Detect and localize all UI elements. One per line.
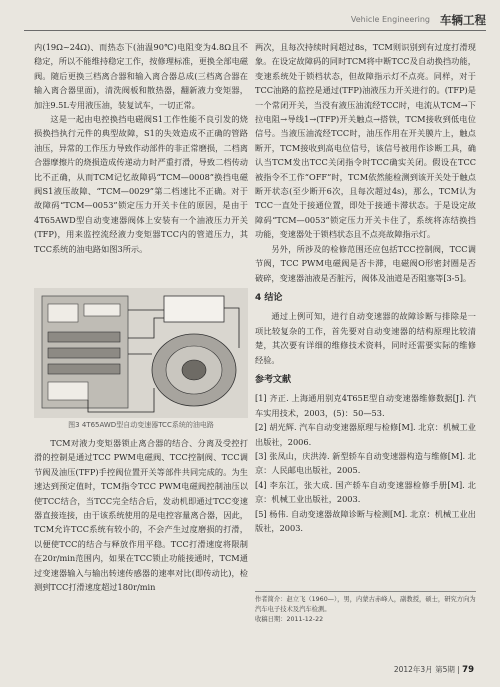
reference-item: [2] 胡光辉. 汽车自动变速器原理与检修[M]. 北京：机械工业出版社，2006.	[255, 422, 476, 447]
author-rule	[255, 591, 476, 592]
figure-caption: 图3 4T65AWD型自动变速器TCC系统的油电路	[68, 421, 214, 429]
reference-item: [5] 杨伟. 自动变速器故障诊断与检测[M]. 北京：机械工业出版社，2003.	[255, 508, 476, 533]
header-english-title: Vehicle Engineering	[350, 15, 430, 24]
page-number: 79	[462, 665, 474, 675]
reference-item: [4] 李东江，张大成. 国产轿车自动变速器检修手册[M]. 北京：机械工业出版社，2003.	[255, 479, 476, 505]
paragraph: TCM对液力变矩器锁止离合器的结合、分离及受控打滑的控制是通过TCC PWM电磁阀、TCC控制阀、TCC调节阀及油压(TFP)手控阀位置开关等部件共同完成的。为生速达到预定值时，TCM指令TCC PWM电磁阀控制油压以使TCC结合，当TCC完全结合后，发动机即通过TCC变速器直接连接，由于该系统使用的是电控容量离合器，因此，TCM允许TCC系统有较小的，不会产生过度磨损的打滑，以便使TCC的结合与释放作用平稳。TCC打滑速度将限制在20r/min范围内，如果在TCC锁止功能接通时，TCM通过变速器输入与输出转速传感器的速率对比(即传动比)，检测到TCC打滑速度超过180r/min	[34, 438, 248, 593]
paragraph: 这是一起由电控换挡电磁阀S1工作性能不良引发的烧损换挡执行元件的典型故障，S1的失效造成不正确的管路油压，异常的工作压力导致作动部件的非正常磨损，二档离合器摩擦片的烧损造成传递动力时严重打滑，导致二档传动比不正确，从而TCM记忆故障码“TCM—0008”换挡电磁阀S1液压故障、“TCM—0029”第二档速比不正确。对于故障码“TCM—0053”锁定压力开关卡住的原因，是由于4T65AWD型自动变速器阀体上安装有一个油液压力开关(TFP)，用来监控流经液力变矩器TCC内的管道压力，其TCC系统的油电路如图3所示。	[34, 114, 248, 254]
paragraph: 内(19Ω~24Ω)、而热态下(油温90℃)电阻变为4.8Ω且不稳定，所以不能维持稳定工作，按修理标准，更换全部电磁阀。随后更换三档离合器和输入离合器总成(三档离合器在输入离合器里面)，清洗阀板和散热器，翻新液力变矩器，加注9.5L专用液压油，装复试车，一切正常。	[34, 42, 248, 110]
running-header	[24, 8, 486, 34]
issue-label: 2012年3月 第5期	[393, 665, 455, 674]
paragraph: 另外，所涉及的检修范围还应包括TCC控制阀，TCC调节阀，TCC PWM电磁阀是否卡滞，电磁阀O形密封圈是否破碎，变速器油液是否脏污，阀体及油道是否阻塞等[3-5]。	[255, 243, 476, 283]
conclusion-heading: 4 结论	[255, 292, 283, 303]
received-date: 收稿日期：2011-12-22	[255, 616, 324, 623]
references-heading: 参考文献	[255, 374, 292, 385]
header-rule	[24, 30, 486, 31]
reference-item: [1] 齐正. 上海通用别克4T65E型自动变速器维修数据[J]. 汽车实用技术，2003，(5)：50—53.	[255, 393, 476, 418]
figure-tcc-circuit	[34, 288, 248, 418]
left-column-bottom	[34, 436, 248, 594]
author-info	[255, 591, 476, 625]
paragraph: 两次，且每次持续时间超过8s，TCM则识别到有过度打滑现象。在设定故障码的同时TCM将中断TCC及自动换挡功能，变速系统处于锁档状态，但故障指示灯不点亮。同样，对于TCC油路的监控是通过(TFP)油液压力开关进行的。(TFP)是一个常闭开关，当没有液压油流经TCC时，电流从TCM→下拉电阻→导线1→(TFP)开关触点→搭铁，TCM接收到低电位信号。当液压油流经TCC时，油压作用在开关膜片上，触点断开，TCM接收到高电位信号，该信号被用作诊断工具，确认当TCM发出TCC关闭指令时TCC确实关闭。假设在TCC被指令不工作“OFF”时，TCM依然能检测到该开关处于触点断开状态(至少断开6次，且每次超过4s)，那么，TCM认为TCC一直处于接通位置，即处于接通卡滞状态。于是设定故障码“TCM—0053”锁定压力开关卡住了，系统将冻结换挡功能，变速器处于锁档状态且不点亮故障指示灯。	[255, 42, 476, 240]
left-column-top	[34, 40, 248, 256]
reference-item: [3] 张凤山，庆洪涛. 新型轿车自动变速器构造与维修[M]. 北京：人民邮电出版社，2005.	[255, 450, 476, 476]
header-section-title: 车辆工程	[440, 13, 486, 27]
conclusion-text: 通过上例可知，进行自动变速器的故障诊断与排除是一项比较复杂的工作，首先要对自动变速器的结构原理比较清楚，其次要有详细的维修技术资料，同时还需要实际的维修经验。	[255, 311, 476, 365]
right-column	[255, 40, 476, 535]
reference-list	[255, 391, 476, 535]
page-footer: 2012年3月 第5期 | 79	[393, 665, 474, 675]
author-bio: 作者简介：赵立飞（1960—），男，内蒙古赤峰人，副教授，硕士，研究方向为汽车电子技术及汽车检测。	[255, 596, 476, 613]
